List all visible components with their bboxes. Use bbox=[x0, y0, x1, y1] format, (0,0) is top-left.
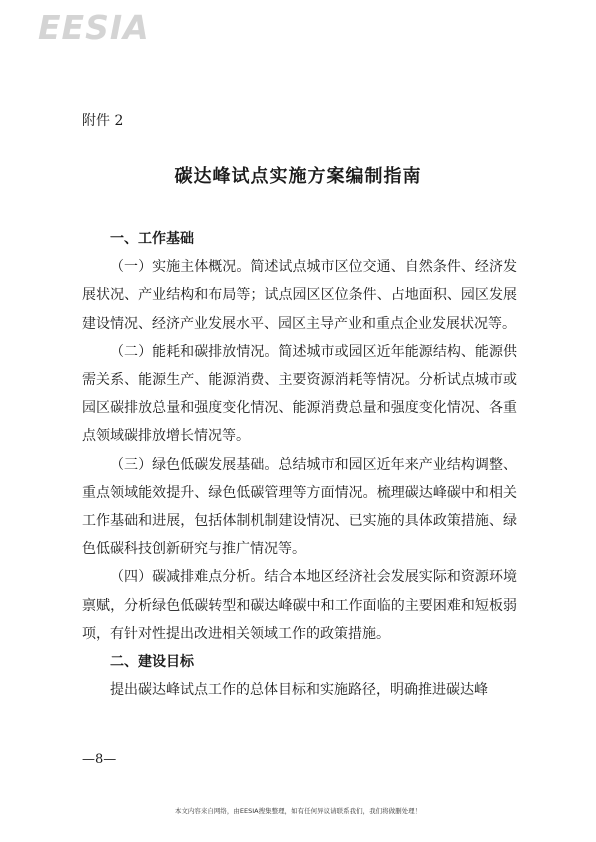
body-paragraph: 提出碳达峰试点工作的总体目标和实施路径，明确推进碳达峰 bbox=[110, 682, 488, 699]
section-heading: 二、建设目标 bbox=[110, 654, 194, 671]
document-title: 碳达峰试点实施方案编制指南 bbox=[174, 166, 422, 187]
footer-notice: 本文内容来自网络，由EESIA搜集整理，如有任何异议请联系我们，我们将做删处理！ bbox=[174, 807, 422, 815]
body-paragraph: （二）能耗和碳排放情况。简述城市或园区近年能源结构、能源供需关系、能源生产、能源消费、主要资源消耗等情况。分析试点城市或园区碳排放总量和强度变化情况、能源消费总量和强度变化情况、各重点领域碳排放增长情况等。 bbox=[82, 343, 517, 445]
body-paragraph: （一）实施主体概况。简述试点城市区位交通、自然条件、经济发展状况、产业结构和布局等；试点园区区位条件、占地面积、园区发展建设情况、经济产业发展水平、园区主导产业和重点企业发展状况等。 bbox=[82, 259, 517, 332]
section-heading: 一、工作基础 bbox=[110, 231, 194, 247]
page-number: —8— bbox=[82, 752, 117, 767]
document-body bbox=[82, 225, 517, 704]
body-paragraph: （四）碳减排难点分析。结合本地区经济社会发展实际和资源环境禀赋，分析绿色低碳转型和碳达峰碳中和工作面临的主要困难和短板弱项，有针对性提出改进相关领域工作的政策措施。 bbox=[82, 569, 517, 642]
annex-label: 附件 2 bbox=[82, 113, 124, 129]
body-paragraph: （三）绿色低碳发展基础。总结城市和园区近年来产业结构调整、重点领域能效提升、绿色低碳管理等方面情况。梳理碳达峰碳中和相关工作基础和进展，包括体制机制建设情况、已实施的具体政策措施、绿色低碳科技创新研究与推广情况等。 bbox=[82, 456, 517, 558]
eesia-watermark-logo: EESIA bbox=[38, 8, 150, 47]
